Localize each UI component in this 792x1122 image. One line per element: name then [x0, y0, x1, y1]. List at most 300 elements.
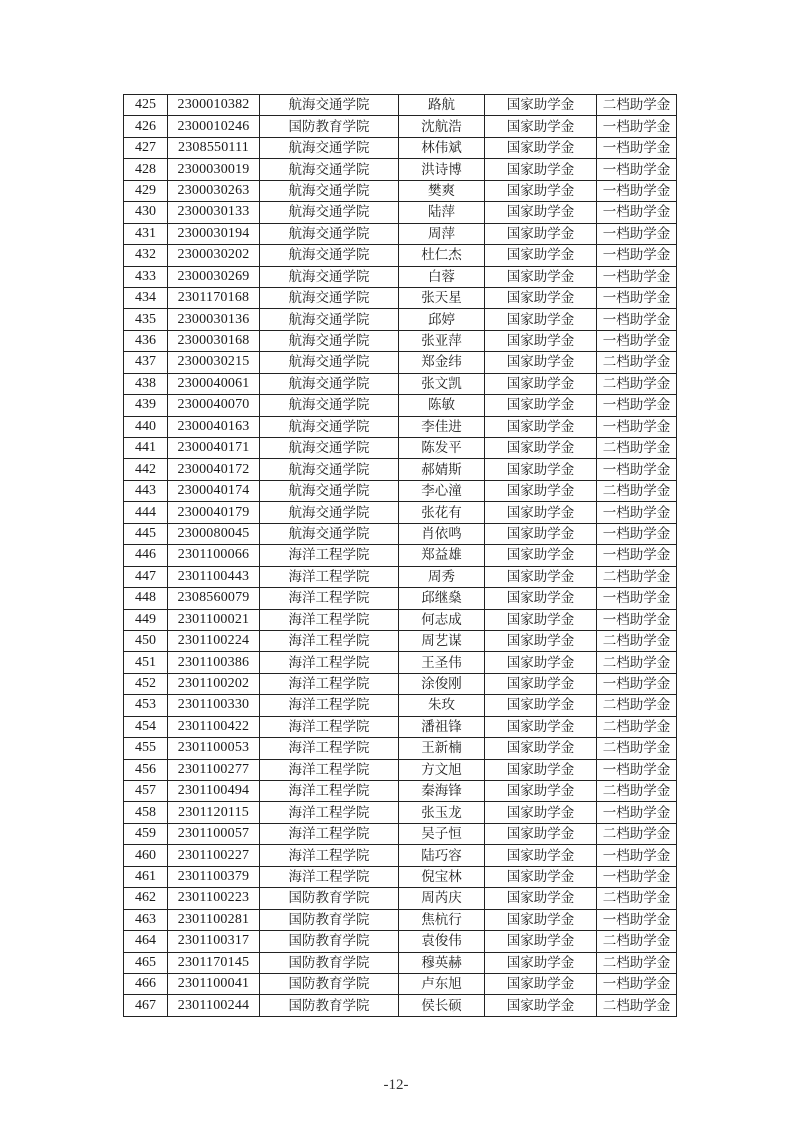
- grant-type-cell: 国家助学金: [485, 995, 597, 1016]
- table-row: [124, 588, 677, 609]
- grant-level-cell: 一档助学金: [597, 180, 677, 201]
- grant-type-cell: 国家助学金: [485, 330, 597, 351]
- college-cell: 海洋工程学院: [260, 609, 399, 630]
- college-cell: 海洋工程学院: [260, 738, 399, 759]
- table-row: [124, 395, 677, 416]
- grant-type-cell: 国家助学金: [485, 416, 597, 437]
- row-number-cell: 456: [124, 759, 168, 780]
- student-name-cell: 杜仁杰: [399, 245, 485, 266]
- student-name-cell: 郝婧斯: [399, 459, 485, 480]
- row-number-cell: 425: [124, 95, 168, 116]
- grant-type-cell: 国家助学金: [485, 630, 597, 651]
- student-name-cell: 陆巧容: [399, 845, 485, 866]
- grant-type-cell: 国家助学金: [485, 373, 597, 394]
- student-id-cell: 2301100281: [168, 909, 260, 930]
- student-name-cell: 周秀: [399, 566, 485, 587]
- page-number: -12-: [383, 1077, 409, 1093]
- row-number-cell: 452: [124, 673, 168, 694]
- college-cell: 航海交通学院: [260, 137, 399, 158]
- table-row: [124, 137, 677, 158]
- grant-type-cell: 国家助学金: [485, 588, 597, 609]
- student-id-cell: 2300040174: [168, 480, 260, 501]
- grant-type-cell: 国家助学金: [485, 159, 597, 180]
- college-cell: 海洋工程学院: [260, 630, 399, 651]
- table-row: [124, 373, 677, 394]
- grant-type-cell: 国家助学金: [485, 545, 597, 566]
- student-name-cell: 张天星: [399, 287, 485, 308]
- table-row: [124, 330, 677, 351]
- grant-level-cell: 二档助学金: [597, 566, 677, 587]
- student-name-cell: 李佳进: [399, 416, 485, 437]
- student-id-cell: 2301100277: [168, 759, 260, 780]
- table-row: [124, 630, 677, 651]
- grant-level-cell: 二档助学金: [597, 352, 677, 373]
- grant-type-cell: 国家助学金: [485, 973, 597, 994]
- grant-type-cell: 国家助学金: [485, 523, 597, 544]
- grant-level-cell: 一档助学金: [597, 137, 677, 158]
- grant-level-cell: 一档助学金: [597, 545, 677, 566]
- row-number-cell: 432: [124, 245, 168, 266]
- table-row: [124, 673, 677, 694]
- row-number-cell: 465: [124, 952, 168, 973]
- college-cell: 航海交通学院: [260, 180, 399, 201]
- student-name-cell: 周萍: [399, 223, 485, 244]
- grant-type-cell: 国家助学金: [485, 137, 597, 158]
- grant-level-cell: 一档助学金: [597, 416, 677, 437]
- student-name-cell: 陆萍: [399, 202, 485, 223]
- grant-level-cell: 一档助学金: [597, 973, 677, 994]
- table-row: [124, 931, 677, 952]
- student-id-cell: 2301100317: [168, 931, 260, 952]
- grant-type-cell: 国家助学金: [485, 245, 597, 266]
- college-cell: 航海交通学院: [260, 395, 399, 416]
- college-cell: 海洋工程学院: [260, 545, 399, 566]
- student-name-cell: 李心潼: [399, 480, 485, 501]
- grant-type-cell: 国家助学金: [485, 180, 597, 201]
- student-id-cell: 2300040163: [168, 416, 260, 437]
- row-number-cell: 441: [124, 438, 168, 459]
- row-number-cell: 429: [124, 180, 168, 201]
- grant-level-cell: 二档助学金: [597, 952, 677, 973]
- college-cell: 海洋工程学院: [260, 566, 399, 587]
- college-cell: 国防教育学院: [260, 909, 399, 930]
- college-cell: 航海交通学院: [260, 480, 399, 501]
- row-number-cell: 428: [124, 159, 168, 180]
- grant-level-cell: 一档助学金: [597, 159, 677, 180]
- student-name-cell: 洪诗博: [399, 159, 485, 180]
- college-cell: 海洋工程学院: [260, 652, 399, 673]
- college-cell: 国防教育学院: [260, 116, 399, 137]
- student-id-cell: 2300030269: [168, 266, 260, 287]
- table-row: [124, 287, 677, 308]
- table-row: [124, 566, 677, 587]
- student-name-cell: 卢东旭: [399, 973, 485, 994]
- student-id-cell: 2300030136: [168, 309, 260, 330]
- student-id-cell: 2301100227: [168, 845, 260, 866]
- college-cell: 航海交通学院: [260, 245, 399, 266]
- student-name-cell: 张亚萍: [399, 330, 485, 351]
- college-cell: 航海交通学院: [260, 95, 399, 116]
- table-row: [124, 888, 677, 909]
- table-row: [124, 502, 677, 523]
- row-number-cell: 463: [124, 909, 168, 930]
- row-number-cell: 427: [124, 137, 168, 158]
- row-number-cell: 430: [124, 202, 168, 223]
- grant-level-cell: 二档助学金: [597, 652, 677, 673]
- table-row: [124, 652, 677, 673]
- grant-level-cell: 一档助学金: [597, 309, 677, 330]
- student-id-cell: 2301100244: [168, 995, 260, 1016]
- college-cell: 海洋工程学院: [260, 823, 399, 844]
- row-number-cell: 458: [124, 802, 168, 823]
- student-name-cell: 郑金纬: [399, 352, 485, 373]
- grant-level-cell: 一档助学金: [597, 223, 677, 244]
- student-id-cell: 2300040172: [168, 459, 260, 480]
- student-id-cell: 2301100224: [168, 630, 260, 651]
- grant-type-cell: 国家助学金: [485, 652, 597, 673]
- row-number-cell: 451: [124, 652, 168, 673]
- grant-type-cell: 国家助学金: [485, 931, 597, 952]
- student-name-cell: 王新楠: [399, 738, 485, 759]
- grant-type-cell: 国家助学金: [485, 223, 597, 244]
- grant-level-cell: 二档助学金: [597, 995, 677, 1016]
- row-number-cell: 444: [124, 502, 168, 523]
- table-row: [124, 738, 677, 759]
- grant-type-cell: 国家助学金: [485, 695, 597, 716]
- grant-type-cell: 国家助学金: [485, 823, 597, 844]
- student-name-cell: 路航: [399, 95, 485, 116]
- grant-level-cell: 一档助学金: [597, 673, 677, 694]
- student-id-cell: 2301100422: [168, 716, 260, 737]
- grant-level-cell: 二档助学金: [597, 95, 677, 116]
- student-name-cell: 陈敏: [399, 395, 485, 416]
- table-row: [124, 245, 677, 266]
- grant-type-cell: 国家助学金: [485, 116, 597, 137]
- grant-type-cell: 国家助学金: [485, 480, 597, 501]
- student-name-cell: 王圣伟: [399, 652, 485, 673]
- table-row: [124, 416, 677, 437]
- student-name-cell: 樊爽: [399, 180, 485, 201]
- student-name-cell: 袁俊伟: [399, 931, 485, 952]
- student-name-cell: 潘祖锋: [399, 716, 485, 737]
- grant-type-cell: 国家助学金: [485, 352, 597, 373]
- college-cell: 海洋工程学院: [260, 802, 399, 823]
- row-number-cell: 438: [124, 373, 168, 394]
- grant-level-cell: 一档助学金: [597, 866, 677, 887]
- student-id-cell: 2301100066: [168, 545, 260, 566]
- table-row: [124, 866, 677, 887]
- row-number-cell: 433: [124, 266, 168, 287]
- row-number-cell: 462: [124, 888, 168, 909]
- student-id-cell: 2300030202: [168, 245, 260, 266]
- grant-level-cell: 二档助学金: [597, 823, 677, 844]
- row-number-cell: 455: [124, 738, 168, 759]
- grant-level-cell: 一档助学金: [597, 845, 677, 866]
- student-id-cell: 2300030019: [168, 159, 260, 180]
- row-number-cell: 466: [124, 973, 168, 994]
- table-row: [124, 266, 677, 287]
- grant-type-cell: 国家助学金: [485, 438, 597, 459]
- grant-level-cell: 二档助学金: [597, 888, 677, 909]
- grant-type-cell: 国家助学金: [485, 888, 597, 909]
- student-name-cell: 侯长硕: [399, 995, 485, 1016]
- student-name-cell: 倪宝林: [399, 866, 485, 887]
- student-id-cell: 2300030215: [168, 352, 260, 373]
- grant-type-cell: 国家助学金: [485, 909, 597, 930]
- college-cell: 航海交通学院: [260, 266, 399, 287]
- grant-level-cell: 二档助学金: [597, 438, 677, 459]
- grant-level-cell: 一档助学金: [597, 202, 677, 223]
- student-id-cell: 2301170168: [168, 287, 260, 308]
- grant-type-cell: 国家助学金: [485, 802, 597, 823]
- student-id-cell: 2301100494: [168, 781, 260, 802]
- student-id-cell: 2300040070: [168, 395, 260, 416]
- college-cell: 海洋工程学院: [260, 759, 399, 780]
- table-row: [124, 781, 677, 802]
- grant-type-cell: 国家助学金: [485, 673, 597, 694]
- grant-type-cell: 国家助学金: [485, 952, 597, 973]
- row-number-cell: 449: [124, 609, 168, 630]
- table-row: [124, 309, 677, 330]
- grant-level-cell: 一档助学金: [597, 502, 677, 523]
- college-cell: 海洋工程学院: [260, 716, 399, 737]
- student-id-cell: 2301100041: [168, 973, 260, 994]
- row-number-cell: 450: [124, 630, 168, 651]
- table-body: [124, 95, 677, 1017]
- table-row: [124, 823, 677, 844]
- student-name-cell: 方文旭: [399, 759, 485, 780]
- student-id-cell: 2301100053: [168, 738, 260, 759]
- row-number-cell: 461: [124, 866, 168, 887]
- grant-type-cell: 国家助学金: [485, 395, 597, 416]
- college-cell: 海洋工程学院: [260, 845, 399, 866]
- row-number-cell: 436: [124, 330, 168, 351]
- student-id-cell: 2300040179: [168, 502, 260, 523]
- grant-type-cell: 国家助学金: [485, 566, 597, 587]
- table-row: [124, 695, 677, 716]
- student-name-cell: 张玉龙: [399, 802, 485, 823]
- grant-type-cell: 国家助学金: [485, 502, 597, 523]
- table-row: [124, 845, 677, 866]
- student-name-cell: 肖依鸣: [399, 523, 485, 544]
- table-row: [124, 159, 677, 180]
- college-cell: 航海交通学院: [260, 309, 399, 330]
- student-name-cell: 沈航浩: [399, 116, 485, 137]
- student-name-cell: 邱婷: [399, 309, 485, 330]
- college-cell: 国防教育学院: [260, 888, 399, 909]
- student-name-cell: 周芮庆: [399, 888, 485, 909]
- college-cell: 航海交通学院: [260, 287, 399, 308]
- row-number-cell: 426: [124, 116, 168, 137]
- grant-level-cell: 一档助学金: [597, 116, 677, 137]
- grant-level-cell: 二档助学金: [597, 931, 677, 952]
- college-cell: 航海交通学院: [260, 438, 399, 459]
- grant-type-cell: 国家助学金: [485, 266, 597, 287]
- college-cell: 航海交通学院: [260, 159, 399, 180]
- grant-type-cell: 国家助学金: [485, 309, 597, 330]
- table-row: [124, 523, 677, 544]
- college-cell: 海洋工程学院: [260, 781, 399, 802]
- row-number-cell: 454: [124, 716, 168, 737]
- college-cell: 航海交通学院: [260, 223, 399, 244]
- row-number-cell: 453: [124, 695, 168, 716]
- row-number-cell: 443: [124, 480, 168, 501]
- table-row: [124, 973, 677, 994]
- college-cell: 航海交通学院: [260, 330, 399, 351]
- college-cell: 航海交通学院: [260, 202, 399, 223]
- student-name-cell: 张文凯: [399, 373, 485, 394]
- row-number-cell: 464: [124, 931, 168, 952]
- row-number-cell: 435: [124, 309, 168, 330]
- student-name-cell: 涂俊刚: [399, 673, 485, 694]
- row-number-cell: 445: [124, 523, 168, 544]
- grant-type-cell: 国家助学金: [485, 781, 597, 802]
- student-id-cell: 2301170145: [168, 952, 260, 973]
- student-name-cell: 吴子恒: [399, 823, 485, 844]
- student-name-cell: 何志成: [399, 609, 485, 630]
- student-name-cell: 林伟斌: [399, 137, 485, 158]
- student-name-cell: 朱玫: [399, 695, 485, 716]
- student-id-cell: 2301100443: [168, 566, 260, 587]
- grant-level-cell: 二档助学金: [597, 716, 677, 737]
- grant-level-cell: 一档助学金: [597, 588, 677, 609]
- student-id-cell: 2300030168: [168, 330, 260, 351]
- student-id-cell: 2301100379: [168, 866, 260, 887]
- table-row: [124, 180, 677, 201]
- student-id-cell: 2301100223: [168, 888, 260, 909]
- table-row: [124, 545, 677, 566]
- grant-level-cell: 一档助学金: [597, 266, 677, 287]
- grant-level-cell: 二档助学金: [597, 480, 677, 501]
- row-number-cell: 431: [124, 223, 168, 244]
- student-id-cell: 2300040061: [168, 373, 260, 394]
- grant-type-cell: 国家助学金: [485, 95, 597, 116]
- grant-level-cell: 一档助学金: [597, 395, 677, 416]
- table-row: [124, 116, 677, 137]
- student-id-cell: 2300040171: [168, 438, 260, 459]
- table-row: [124, 609, 677, 630]
- table-row: [124, 223, 677, 244]
- college-cell: 国防教育学院: [260, 931, 399, 952]
- table-row: [124, 352, 677, 373]
- student-name-cell: 穆英赫: [399, 952, 485, 973]
- scholarship-table: [123, 94, 677, 1017]
- college-cell: 航海交通学院: [260, 352, 399, 373]
- table-row: [124, 759, 677, 780]
- student-id-cell: 2300030194: [168, 223, 260, 244]
- grant-level-cell: 二档助学金: [597, 630, 677, 651]
- row-number-cell: 460: [124, 845, 168, 866]
- grant-type-cell: 国家助学金: [485, 609, 597, 630]
- college-cell: 航海交通学院: [260, 459, 399, 480]
- student-id-cell: 2300030263: [168, 180, 260, 201]
- college-cell: 航海交通学院: [260, 373, 399, 394]
- student-name-cell: 陈发平: [399, 438, 485, 459]
- grant-type-cell: 国家助学金: [485, 738, 597, 759]
- grant-level-cell: 一档助学金: [597, 245, 677, 266]
- student-name-cell: 秦海锋: [399, 781, 485, 802]
- grant-level-cell: 一档助学金: [597, 459, 677, 480]
- grant-level-cell: 一档助学金: [597, 523, 677, 544]
- scholarship-table-container: [123, 94, 677, 1017]
- grant-type-cell: 国家助学金: [485, 716, 597, 737]
- row-number-cell: 442: [124, 459, 168, 480]
- student-name-cell: 周艺谋: [399, 630, 485, 651]
- row-number-cell: 448: [124, 588, 168, 609]
- row-number-cell: 447: [124, 566, 168, 587]
- student-id-cell: 2300010246: [168, 116, 260, 137]
- student-id-cell: 2301100202: [168, 673, 260, 694]
- student-id-cell: 2300010382: [168, 95, 260, 116]
- student-id-cell: 2301100386: [168, 652, 260, 673]
- table-row: [124, 952, 677, 973]
- grant-level-cell: 一档助学金: [597, 287, 677, 308]
- grant-type-cell: 国家助学金: [485, 845, 597, 866]
- row-number-cell: 437: [124, 352, 168, 373]
- student-name-cell: 郑益雄: [399, 545, 485, 566]
- student-id-cell: 2301100057: [168, 823, 260, 844]
- table-row: [124, 909, 677, 930]
- grant-level-cell: 二档助学金: [597, 695, 677, 716]
- row-number-cell: 467: [124, 995, 168, 1016]
- student-id-cell: 2301100021: [168, 609, 260, 630]
- table-row: [124, 716, 677, 737]
- student-id-cell: 2308550111: [168, 137, 260, 158]
- student-id-cell: 2300030133: [168, 202, 260, 223]
- grant-level-cell: 一档助学金: [597, 759, 677, 780]
- grant-level-cell: 一档助学金: [597, 330, 677, 351]
- student-id-cell: 2308560079: [168, 588, 260, 609]
- college-cell: 航海交通学院: [260, 416, 399, 437]
- grant-level-cell: 二档助学金: [597, 738, 677, 759]
- student-name-cell: 白蓉: [399, 266, 485, 287]
- college-cell: 海洋工程学院: [260, 588, 399, 609]
- row-number-cell: 457: [124, 781, 168, 802]
- student-id-cell: 2301100330: [168, 695, 260, 716]
- grant-level-cell: 一档助学金: [597, 802, 677, 823]
- table-row: [124, 459, 677, 480]
- row-number-cell: 439: [124, 395, 168, 416]
- row-number-cell: 440: [124, 416, 168, 437]
- row-number-cell: 434: [124, 287, 168, 308]
- student-id-cell: 2300080045: [168, 523, 260, 544]
- grant-type-cell: 国家助学金: [485, 759, 597, 780]
- student-id-cell: 2301120115: [168, 802, 260, 823]
- table-row: [124, 95, 677, 116]
- table-row: [124, 438, 677, 459]
- row-number-cell: 459: [124, 823, 168, 844]
- table-row: [124, 995, 677, 1016]
- student-name-cell: 邱继燊: [399, 588, 485, 609]
- grant-type-cell: 国家助学金: [485, 866, 597, 887]
- college-cell: 海洋工程学院: [260, 673, 399, 694]
- row-number-cell: 446: [124, 545, 168, 566]
- grant-type-cell: 国家助学金: [485, 287, 597, 308]
- student-name-cell: 张花有: [399, 502, 485, 523]
- table-row: [124, 480, 677, 501]
- student-name-cell: 焦杭行: [399, 909, 485, 930]
- college-cell: 国防教育学院: [260, 995, 399, 1016]
- college-cell: 航海交通学院: [260, 502, 399, 523]
- grant-type-cell: 国家助学金: [485, 459, 597, 480]
- table-row: [124, 802, 677, 823]
- college-cell: 航海交通学院: [260, 523, 399, 544]
- college-cell: 海洋工程学院: [260, 695, 399, 716]
- college-cell: 海洋工程学院: [260, 866, 399, 887]
- grant-level-cell: 一档助学金: [597, 609, 677, 630]
- grant-level-cell: 一档助学金: [597, 909, 677, 930]
- grant-type-cell: 国家助学金: [485, 202, 597, 223]
